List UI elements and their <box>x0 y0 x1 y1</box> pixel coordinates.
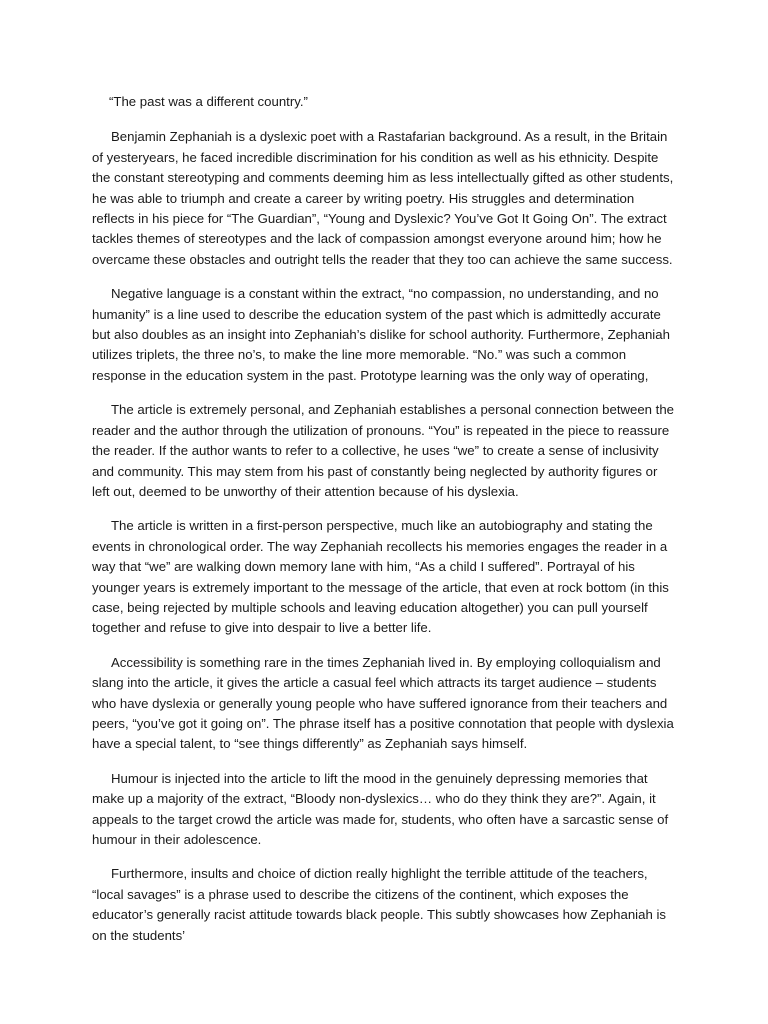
paragraph-humour: Humour is injected into the article to lift the mood in the genuinely depressing memories that make up a majority of the extract, “Bloody non-dyslexics… who do they think they are?”. Again, it appeals to the target crowd the article was made for, students, who often have a sarcastic sense of humour in their adolescence. <box>92 770 669 847</box>
paragraph-accessibility: Accessibility is something rare in the times Zephaniah lived in. By employing colloquialism and slang into the article, it gives the article a casual feel which attracts its target audience – students who have dyslexia or generally young people who have suffered ignorance from their teachers and peers, “you’ve got it going on”. The phrase itself has a positive connotation that people with dyslexia have a special talent, to “see things differently” as Zephaniah says himself. <box>92 654 674 752</box>
paragraph-first-person: The article is written in a first-person perspective, much like an autobiography and stating the events in chronological order. The way Zephaniah recollects his memories engages the reader in a way that “we” are walking down memory lane with him, “As a child I suffered”. Portrayal of his younger years is extremely important to the message of the article, that even at rock bottom (in this case, being rejected by multiple schools and leaving education altogether) you can pull yourself together and refuse to give into despair to live a better life. <box>92 518 669 636</box>
paragraph-insults-diction: Furthermore, insults and choice of diction really highlight the terrible attitude of the teachers, “local savages” is a phrase used to describe the citizens of the continent, which exposes the educator’s generally racist attitude towards black people. This subtly showcases how Zephaniah is on the students’ <box>92 866 666 943</box>
document-title: “The past was a different country.” <box>109 94 308 109</box>
paragraph-negative-language: Negative language is a constant within the extract, “no compassion, no understanding, and no humanity” is a line used to describe the education system of the past which is admittedly accurate but also doubles as an insight into Zephaniah’s dislike for school authority. Furthermore, Zephaniah utilizes triplets, the three no’s, to make the line more memorable. “No.” was such a common response in the education system in the past. Prototype learning was the only way of operating, <box>92 286 670 383</box>
paragraph-introduction: Benjamin Zephaniah is a dyslexic poet with a Rastafarian background. As a result, in the Britain of yesteryears, he faced incredible discrimination for his condition as well as his ethnicity. Despite the constant stereotyping and comments deeming him as less intellectually gifted as other students, he was able to triumph and create a career by writing poetry. His struggles and determination reflects in his piece for “The Guardian”, “Young and Dyslexic? You’ve Got It Going On”. The extract tackles themes of stereotypes and the lack of compassion amongst everyone around him; how he overcame these obstacles and outright tells the reader that they too can achieve the same success. <box>92 129 674 267</box>
paragraph-personal-connection: The article is extremely personal, and Zephaniah establishes a personal connection between the reader and the author through the utilization of pronouns. “You” is repeated in the piece to reassure the reader. If the author wants to refer to a collective, he uses “we” to create a sense of inclusivity and community. This may stem from his past of constantly being neglected by authority figures or left out, deemed to be unworthy of their attention because of his dyslexia. <box>92 402 675 499</box>
